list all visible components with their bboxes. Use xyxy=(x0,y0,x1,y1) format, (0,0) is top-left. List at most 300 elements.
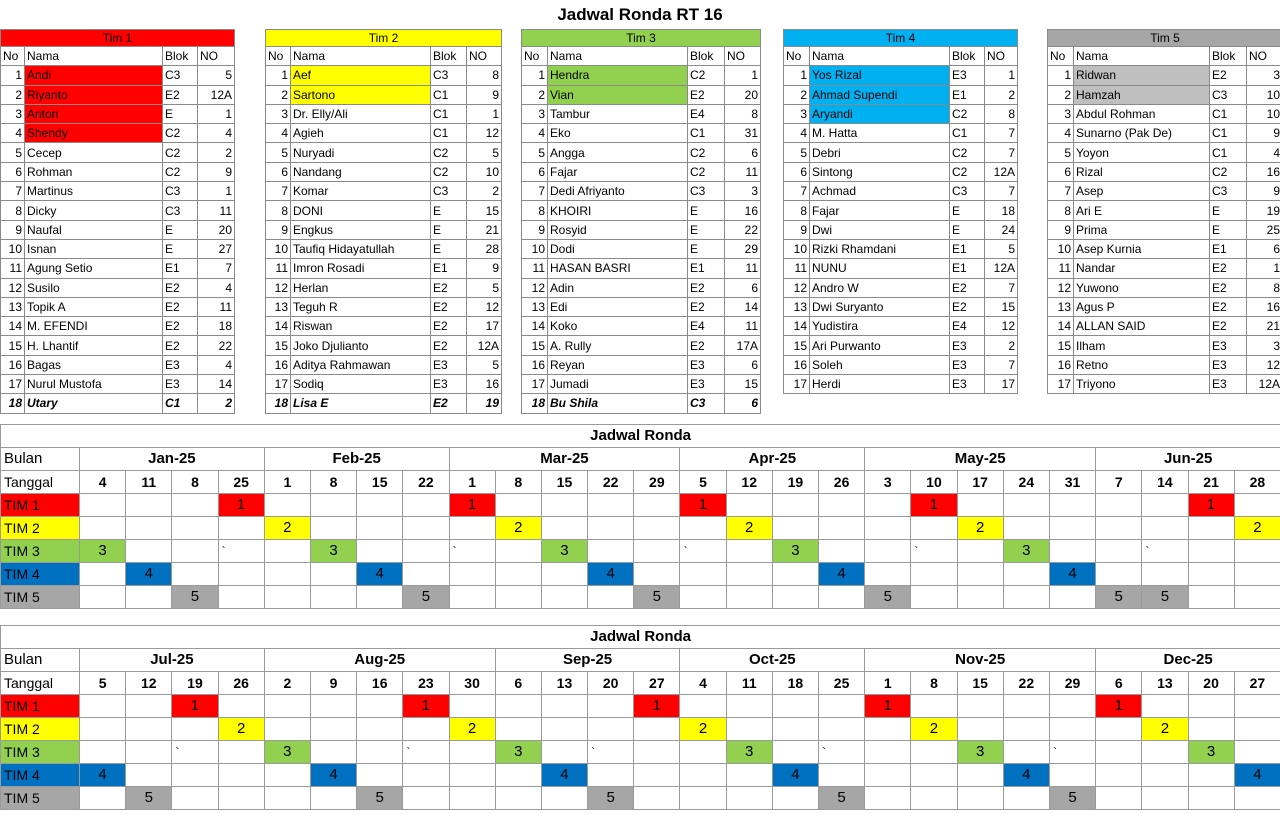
member-row xyxy=(784,104,1018,123)
schedule-slot xyxy=(1188,718,1234,741)
schedule-slot xyxy=(1142,787,1188,810)
member-blok: C1 xyxy=(1210,124,1247,143)
schedule-slot: 2 xyxy=(1234,517,1280,540)
member-row xyxy=(1048,375,1280,394)
member-name: Aef xyxy=(291,66,431,85)
member-house-no: 16 xyxy=(1247,297,1280,316)
member-name: Yos Rizal xyxy=(810,66,950,85)
member-blok: C2 xyxy=(431,162,467,181)
member-name: Ridwan xyxy=(1074,66,1210,85)
member-no: 11 xyxy=(522,259,548,278)
member-house-no: 3 xyxy=(1247,66,1280,85)
member-name: Nurul Mustofa xyxy=(25,375,163,394)
bulan-label: Bulan xyxy=(1,649,80,672)
member-house-no: 1 xyxy=(198,104,235,123)
member-row xyxy=(1,259,235,278)
schedule-slot: 5 xyxy=(865,586,911,609)
member-name: Lisa E xyxy=(291,394,431,413)
schedule-slot: 5 xyxy=(1049,787,1095,810)
member-name: Bagas xyxy=(25,355,163,374)
schedule-slot xyxy=(819,718,865,741)
member-house-no: 9 xyxy=(1247,182,1280,201)
member-row xyxy=(1,85,235,104)
schedule-slot xyxy=(865,741,911,764)
member-name: Yuwono xyxy=(1074,278,1210,297)
member-row xyxy=(1,143,235,162)
member-blok: E2 xyxy=(163,317,198,336)
date-cell: 23 xyxy=(403,672,449,695)
schedule-slot xyxy=(449,517,495,540)
member-house-no: 24 xyxy=(985,220,1018,239)
member-house-no: 16 xyxy=(725,201,761,220)
member-row xyxy=(522,124,761,143)
member-name: Edi xyxy=(548,297,688,316)
member-no: 11 xyxy=(784,259,810,278)
month-header: Jul-25 xyxy=(80,649,265,672)
schedule-slot: 2 xyxy=(495,517,541,540)
schedule-slot: 2 xyxy=(726,517,772,540)
schedule-slot xyxy=(172,764,218,787)
member-row xyxy=(522,297,761,316)
member-house-no: 5 xyxy=(467,355,502,374)
member-house-no: 7 xyxy=(985,143,1018,162)
schedule-slot xyxy=(310,695,356,718)
schedule-slot xyxy=(495,695,541,718)
member-no: 17 xyxy=(522,375,548,394)
member-house-no: 28 xyxy=(467,239,502,258)
schedule-slot: 3 xyxy=(541,540,587,563)
schedule-slot xyxy=(449,586,495,609)
date-cell: 28 xyxy=(1234,471,1280,494)
month-row xyxy=(1,649,1280,672)
schedule-slot xyxy=(1188,540,1234,563)
schedule-slot xyxy=(819,695,865,718)
member-name: Triyono xyxy=(1074,375,1210,394)
member-house-no: 12A xyxy=(985,259,1018,278)
member-house-no: 15 xyxy=(467,201,502,220)
member-row xyxy=(784,355,1018,374)
member-no: 3 xyxy=(1048,104,1074,123)
member-no: 2 xyxy=(1048,85,1074,104)
member-blok: E4 xyxy=(688,317,725,336)
member-name: Teguh R xyxy=(291,297,431,316)
schedule-slot: 2 xyxy=(264,517,310,540)
member-no: 10 xyxy=(1,239,25,258)
schedule-slot xyxy=(310,741,356,764)
member-name: Asep Kurnia xyxy=(1074,239,1210,258)
member-name: Adin xyxy=(548,278,688,297)
date-cell: 25 xyxy=(218,471,264,494)
schedule-slot xyxy=(865,787,911,810)
member-row xyxy=(266,182,502,201)
schedule-slot xyxy=(1096,517,1142,540)
member-blok: C1 xyxy=(1210,143,1247,162)
column-header-row xyxy=(1048,47,1280,66)
member-no: 12 xyxy=(522,278,548,297)
member-row xyxy=(522,317,761,336)
schedule-slot xyxy=(264,718,310,741)
member-name: Anton xyxy=(25,104,163,123)
bulan-label: Bulan xyxy=(1,448,80,471)
member-row xyxy=(1,317,235,336)
member-house-no: 5 xyxy=(198,66,235,85)
month-header: Jan-25 xyxy=(80,448,265,471)
member-blok: C3 xyxy=(163,201,198,220)
schedule-slot xyxy=(310,563,356,586)
member-house-no: 3 xyxy=(1247,336,1280,355)
schedule-slot: 5 xyxy=(126,787,172,810)
member-house-no: 18 xyxy=(985,201,1018,220)
member-blok: E1 xyxy=(1210,239,1247,258)
member-row xyxy=(1,104,235,123)
member-no: 6 xyxy=(1048,162,1074,181)
member-blok: C2 xyxy=(1210,162,1247,181)
schedule-slot xyxy=(911,787,957,810)
schedule-slot xyxy=(726,586,772,609)
schedule-slot xyxy=(865,718,911,741)
member-row xyxy=(784,336,1018,355)
member-row xyxy=(784,259,1018,278)
member-row xyxy=(1048,220,1280,239)
month-header: Aug-25 xyxy=(264,649,495,672)
tanggal-label: Tanggal xyxy=(1,672,80,695)
team-name: Tim 3 xyxy=(522,30,761,47)
member-house-no: 12 xyxy=(467,124,502,143)
member-no: 3 xyxy=(522,104,548,123)
member-name: HASAN BASRI xyxy=(548,259,688,278)
schedule-slot xyxy=(634,741,680,764)
member-name: Sartono xyxy=(291,85,431,104)
member-blok: E2 xyxy=(1210,259,1247,278)
schedule-slot xyxy=(957,494,1003,517)
member-no: 7 xyxy=(522,182,548,201)
member-name: Utary xyxy=(25,394,163,413)
schedule-slot: 3 xyxy=(1188,741,1234,764)
schedule-slot xyxy=(80,517,126,540)
date-cell: 27 xyxy=(1234,672,1280,695)
date-cell: 27 xyxy=(634,672,680,695)
schedule-slot xyxy=(541,718,587,741)
member-blok: E3 xyxy=(950,375,985,394)
member-row xyxy=(1048,297,1280,316)
member-no: 18 xyxy=(1,394,25,413)
member-no: 4 xyxy=(522,124,548,143)
team-row-label: TIM 5 xyxy=(1,787,80,810)
member-blok: E3 xyxy=(688,375,725,394)
member-blok: E2 xyxy=(163,336,198,355)
schedule-slot: 5 xyxy=(357,787,403,810)
member-row xyxy=(522,143,761,162)
member-house-no: 20 xyxy=(198,220,235,239)
schedule-slot: ` xyxy=(1142,540,1188,563)
schedule-slot xyxy=(172,718,218,741)
schedule-slot xyxy=(1142,764,1188,787)
member-row xyxy=(784,182,1018,201)
date-cell: 20 xyxy=(1188,672,1234,695)
date-cell: 15 xyxy=(541,471,587,494)
schedule-slot xyxy=(541,787,587,810)
page-title: Jadwal Ronda RT 16 xyxy=(557,5,723,24)
member-blok: C1 xyxy=(431,104,467,123)
member-row xyxy=(1,66,235,85)
schedule-slot xyxy=(957,787,1003,810)
schedule-slot xyxy=(218,517,264,540)
member-name: Andro W xyxy=(810,278,950,297)
schedule-slot: 3 xyxy=(495,741,541,764)
date-cell: 1 xyxy=(264,471,310,494)
schedule-slot: ` xyxy=(588,741,634,764)
column-header: Blok xyxy=(688,47,725,66)
member-blok: C2 xyxy=(431,143,467,162)
member-house-no: 2 xyxy=(985,85,1018,104)
member-house-no: 15 xyxy=(985,297,1018,316)
team-row-label: TIM 4 xyxy=(1,764,80,787)
member-house-no: 4 xyxy=(198,278,235,297)
schedule-slot xyxy=(449,563,495,586)
member-row xyxy=(522,355,761,374)
member-house-no: 12A xyxy=(198,85,235,104)
member-house-no: 14 xyxy=(198,375,235,394)
schedule-slot xyxy=(1142,517,1188,540)
member-blok: E3 xyxy=(950,336,985,355)
schedule-slot xyxy=(126,695,172,718)
member-name: A. Rully xyxy=(548,336,688,355)
member-row xyxy=(1048,182,1280,201)
date-cell: 10 xyxy=(911,471,957,494)
member-row xyxy=(1,182,235,201)
schedule-slot xyxy=(495,494,541,517)
member-no: 11 xyxy=(1048,259,1074,278)
member-blok: C1 xyxy=(163,394,198,413)
member-no: 14 xyxy=(1048,317,1074,336)
member-house-no: 27 xyxy=(198,239,235,258)
schedule-slot xyxy=(403,764,449,787)
member-house-no: 19 xyxy=(467,394,502,413)
schedule-slot: ` xyxy=(819,741,865,764)
schedule-slot xyxy=(588,695,634,718)
member-no: 10 xyxy=(1048,239,1074,258)
schedule-slot xyxy=(403,494,449,517)
member-no: 8 xyxy=(266,201,291,220)
schedule-slot xyxy=(310,586,356,609)
member-name: H. Lhantif xyxy=(25,336,163,355)
schedule-slot xyxy=(865,764,911,787)
member-blok: E2 xyxy=(1210,317,1247,336)
member-house-no: 21 xyxy=(1247,317,1280,336)
schedule-slot xyxy=(357,764,403,787)
member-house-no: 6 xyxy=(725,355,761,374)
member-blok: E2 xyxy=(431,336,467,355)
team-table-2 xyxy=(265,29,502,414)
member-name: Reyan xyxy=(548,355,688,374)
member-no: 7 xyxy=(1,182,25,201)
team-header xyxy=(266,30,502,47)
member-no: 1 xyxy=(522,66,548,85)
date-cell: 11 xyxy=(126,471,172,494)
schedule-slot xyxy=(1188,563,1234,586)
schedule-slot xyxy=(1096,787,1142,810)
member-blok: C3 xyxy=(431,66,467,85)
schedule-slot xyxy=(772,494,818,517)
member-house-no: 9 xyxy=(1247,124,1280,143)
schedule-slot xyxy=(957,695,1003,718)
member-blok: E1 xyxy=(950,85,985,104)
schedule-slot xyxy=(495,764,541,787)
schedule-slot xyxy=(1003,494,1049,517)
member-house-no: 1 xyxy=(725,66,761,85)
member-no: 5 xyxy=(522,143,548,162)
member-name: Agus P xyxy=(1074,297,1210,316)
date-cell: 22 xyxy=(1003,672,1049,695)
schedule-slot xyxy=(357,540,403,563)
schedule-slot: 5 xyxy=(172,586,218,609)
member-name: NUNU xyxy=(810,259,950,278)
member-name: Riyanto xyxy=(25,85,163,104)
schedule-slot xyxy=(218,695,264,718)
schedule-slot xyxy=(634,540,680,563)
schedule-slot: 3 xyxy=(1003,540,1049,563)
member-house-no: 12A xyxy=(467,336,502,355)
schedule-slot xyxy=(218,764,264,787)
schedule-slot xyxy=(264,695,310,718)
member-name: Ahmad Supendi xyxy=(810,85,950,104)
member-no: 3 xyxy=(1,104,25,123)
member-house-no: 15 xyxy=(725,375,761,394)
member-house-no: 7 xyxy=(985,355,1018,374)
schedule-slot xyxy=(1096,540,1142,563)
member-blok: E3 xyxy=(950,355,985,374)
member-blok: E4 xyxy=(688,104,725,123)
schedule-slot: 5 xyxy=(403,586,449,609)
member-row xyxy=(266,143,502,162)
schedule-slot xyxy=(1142,741,1188,764)
schedule-slot: 2 xyxy=(449,718,495,741)
date-cell: 1 xyxy=(449,471,495,494)
schedule-slot: 5 xyxy=(1096,586,1142,609)
schedule-title: Jadwal Ronda xyxy=(1,425,1280,448)
member-house-no: 5 xyxy=(467,143,502,162)
month-row xyxy=(1,448,1280,471)
schedule-slot xyxy=(310,787,356,810)
schedule-slot xyxy=(1096,741,1142,764)
member-house-no: 21 xyxy=(467,220,502,239)
schedule-slot xyxy=(865,494,911,517)
schedule-slot: 1 xyxy=(449,494,495,517)
member-no: 13 xyxy=(266,297,291,316)
member-house-no: 8 xyxy=(467,66,502,85)
team-row xyxy=(1,741,1280,764)
schedule-slot xyxy=(588,764,634,787)
member-no: 5 xyxy=(1,143,25,162)
member-no: 1 xyxy=(1,66,25,85)
member-no: 16 xyxy=(1,355,25,374)
member-blok: C2 xyxy=(950,104,985,123)
member-no: 10 xyxy=(784,239,810,258)
member-blok: E1 xyxy=(688,259,725,278)
member-house-no: 29 xyxy=(725,239,761,258)
schedule-slot: 1 xyxy=(1188,494,1234,517)
member-house-no: 8 xyxy=(985,104,1018,123)
schedule-slot xyxy=(865,563,911,586)
schedule-slot xyxy=(80,741,126,764)
schedule-slot: 4 xyxy=(541,764,587,787)
schedule-slot xyxy=(1003,787,1049,810)
schedule-slot xyxy=(957,764,1003,787)
member-row xyxy=(784,143,1018,162)
member-name: M. EFENDI xyxy=(25,317,163,336)
member-name: Soleh xyxy=(810,355,950,374)
member-name: Andi xyxy=(25,66,163,85)
member-name: Asep xyxy=(1074,182,1210,201)
member-name: KHOIRI xyxy=(548,201,688,220)
member-no: 16 xyxy=(266,355,291,374)
member-blok: C1 xyxy=(431,124,467,143)
member-row xyxy=(266,394,502,413)
column-header: No xyxy=(1048,47,1074,66)
schedule-slot xyxy=(403,787,449,810)
member-no: 3 xyxy=(266,104,291,123)
member-name: Yudistira xyxy=(810,317,950,336)
team-row-label: TIM 1 xyxy=(1,494,80,517)
member-no: 15 xyxy=(1048,336,1074,355)
team-row xyxy=(1,517,1280,540)
team-row-label: TIM 1 xyxy=(1,695,80,718)
date-cell: 20 xyxy=(588,672,634,695)
member-row xyxy=(1,355,235,374)
schedule-slot: 2 xyxy=(957,517,1003,540)
member-name: Hamzah xyxy=(1074,85,1210,104)
member-blok: C2 xyxy=(688,143,725,162)
schedule-slot xyxy=(541,563,587,586)
schedule-slot xyxy=(865,540,911,563)
member-blok: E3 xyxy=(431,375,467,394)
date-cell: 13 xyxy=(541,672,587,695)
member-row xyxy=(784,317,1018,336)
member-blok: E xyxy=(431,220,467,239)
member-row xyxy=(522,239,761,258)
schedule-slot xyxy=(449,695,495,718)
member-house-no: 7 xyxy=(198,259,235,278)
member-blok: C1 xyxy=(431,85,467,104)
member-house-no: 10 xyxy=(467,162,502,181)
member-row xyxy=(1,278,235,297)
date-cell: 8 xyxy=(310,471,356,494)
member-name: Debri xyxy=(810,143,950,162)
member-blok: E2 xyxy=(688,336,725,355)
schedule-slot xyxy=(541,494,587,517)
column-header-row xyxy=(1,47,235,66)
schedule-slot xyxy=(634,517,680,540)
schedule-slot xyxy=(126,741,172,764)
schedule-slot xyxy=(588,494,634,517)
member-blok: E2 xyxy=(431,394,467,413)
member-no: 11 xyxy=(1,259,25,278)
team-row xyxy=(1,718,1280,741)
member-row xyxy=(522,162,761,181)
team-row-label: TIM 3 xyxy=(1,540,80,563)
schedule-slot: 4 xyxy=(357,563,403,586)
schedule-slot xyxy=(1096,563,1142,586)
member-name: Dodi xyxy=(548,239,688,258)
schedule-slot xyxy=(541,517,587,540)
schedule-slot xyxy=(126,586,172,609)
schedule-slot xyxy=(80,787,126,810)
member-name: Imron Rosadi xyxy=(291,259,431,278)
date-cell: 2 xyxy=(264,672,310,695)
member-blok: E2 xyxy=(431,278,467,297)
member-no: 2 xyxy=(1,85,25,104)
schedule-slot xyxy=(264,787,310,810)
